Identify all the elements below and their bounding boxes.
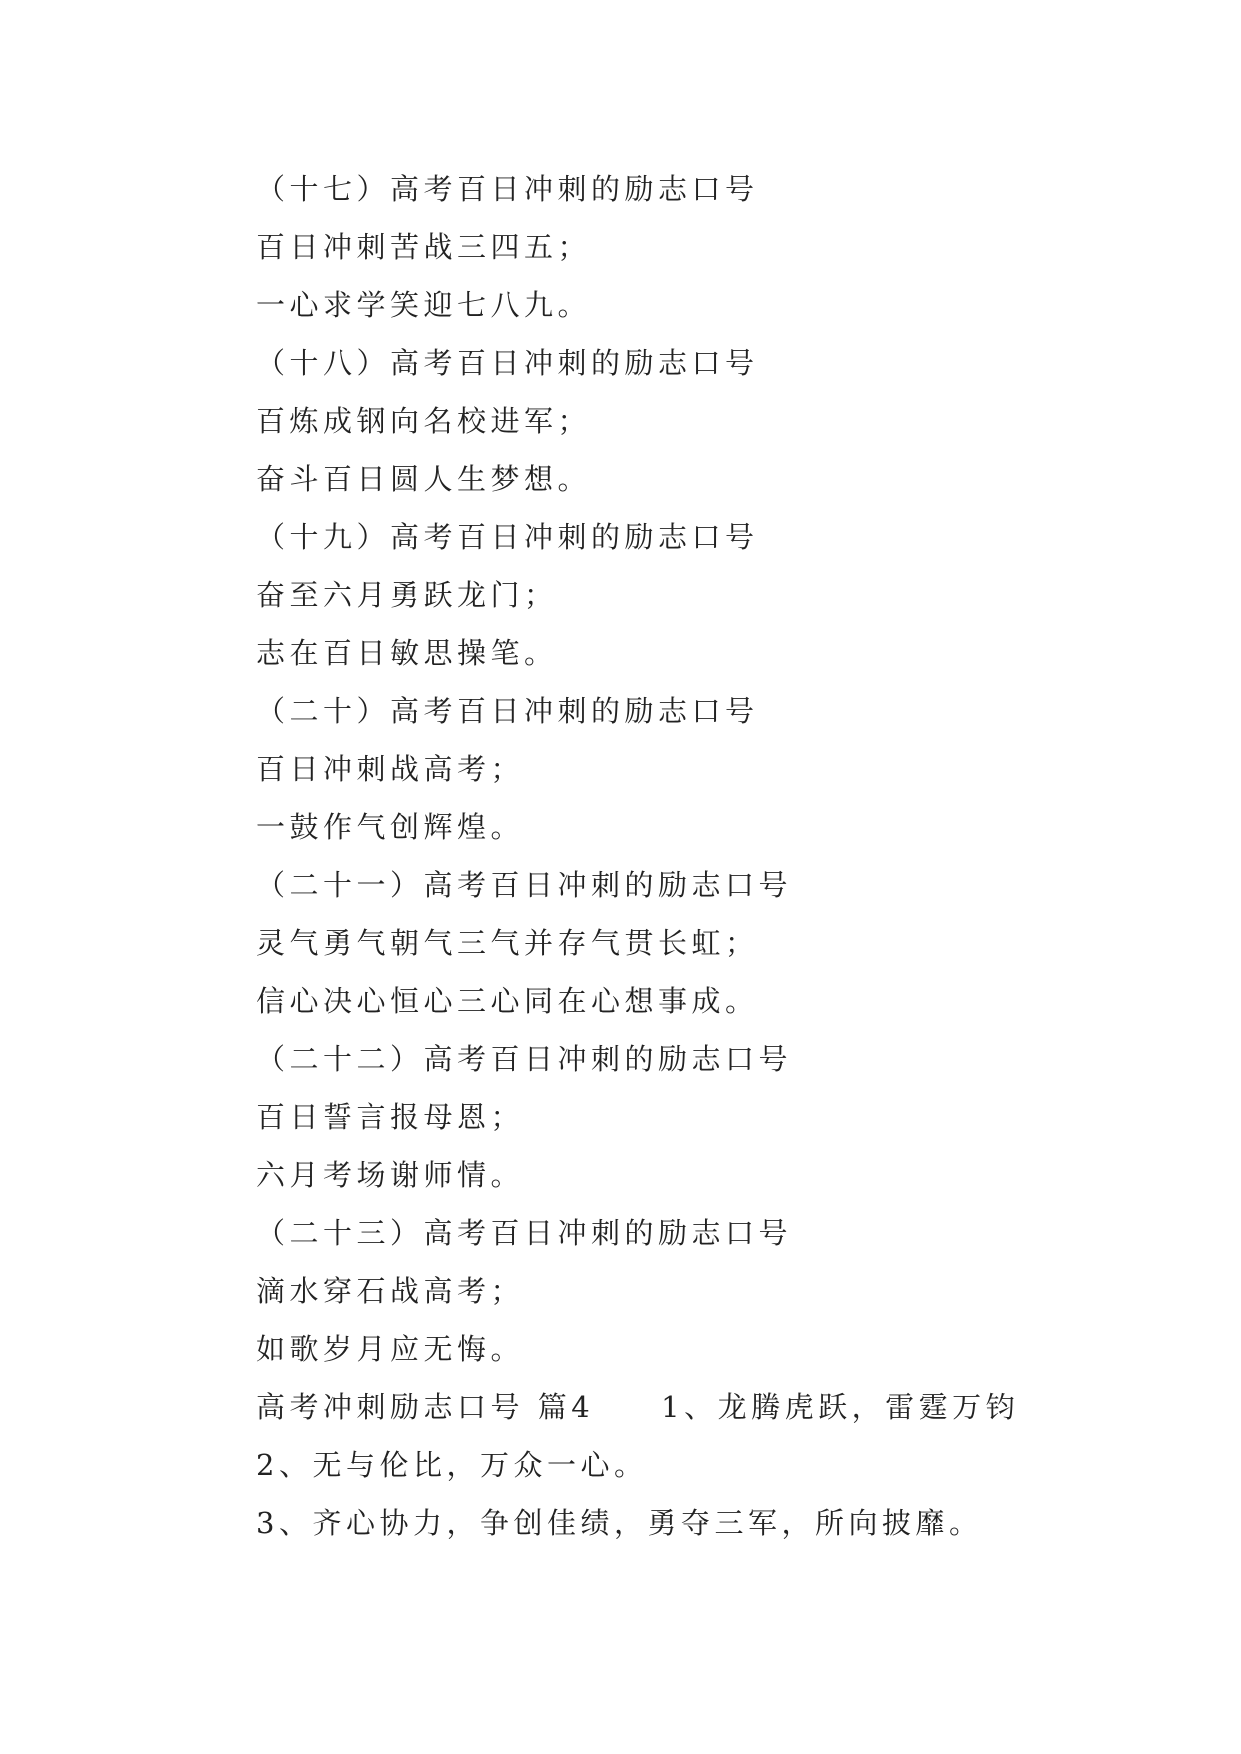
slogan-line: 信心决心恒心三心同在心想事成。 [256, 984, 759, 1018]
slogan-line: 一心求学笑迎七八九。 [256, 288, 592, 322]
slogan-line: 如歌岁月应无悔。 [256, 1332, 525, 1366]
slogan-line: 滴水穿石战高考； [256, 1274, 525, 1308]
list-item: 2、无与伦比，万众一心。 [256, 1448, 648, 1482]
section-heading: （二十二）高考百日冲刺的励志口号 [256, 1042, 793, 1076]
section-heading: （十八）高考百日冲刺的励志口号 [256, 346, 759, 380]
slogan-line: 一鼓作气创辉煌。 [256, 810, 525, 844]
list-item: 3、齐心协力，争创佳绩，勇夺三军，所向披靡。 [256, 1506, 983, 1540]
section-heading: （十七）高考百日冲刺的励志口号 [256, 172, 759, 206]
slogan-line: 百炼成钢向名校进军； [256, 404, 592, 438]
slogan-line: 奋斗百日圆人生梦想。 [256, 462, 592, 496]
section-heading: （十九）高考百日冲刺的励志口号 [256, 520, 759, 554]
slogan-line: 百日冲刺战高考； [256, 752, 525, 786]
slogan-line: 奋至六月勇跃龙门； [256, 578, 558, 612]
slogan-line: 百日冲刺苦战三四五； [256, 230, 592, 264]
section-heading: （二十）高考百日冲刺的励志口号 [256, 694, 759, 728]
document-body [256, 160, 1056, 1552]
slogan-line: 百日誓言报母恩； [256, 1100, 525, 1134]
slogan-line: 灵气勇气朝气三气并存气贯长虹； [256, 926, 759, 960]
section-heading: （二十三）高考百日冲刺的励志口号 [256, 1216, 793, 1250]
slogan-line: 六月考场谢师情。 [256, 1158, 525, 1192]
section-heading: （二十一）高考百日冲刺的励志口号 [256, 868, 793, 902]
slogan-line: 志在百日敏思操笔。 [256, 636, 558, 670]
chapter-heading-line: 高考冲刺励志口号 篇4 1、龙腾虎跃，雷霆万钧 [256, 1390, 1020, 1424]
